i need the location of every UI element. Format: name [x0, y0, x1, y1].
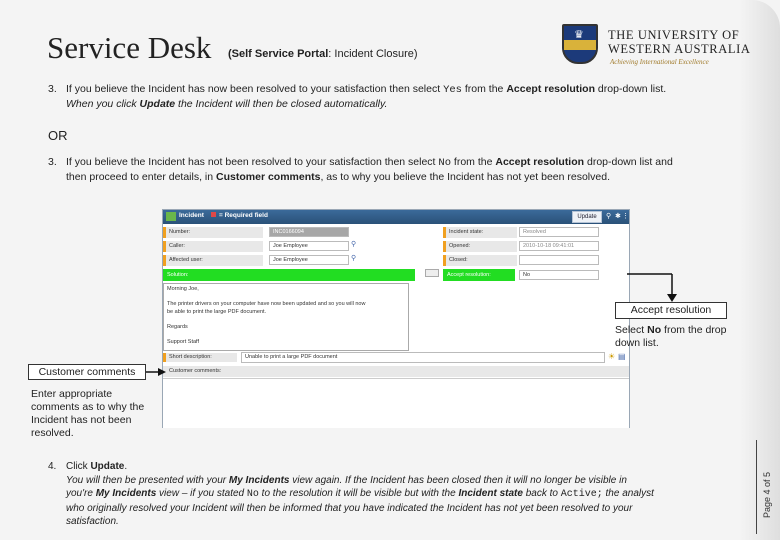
step-text: drop-down list and: [584, 156, 673, 168]
step-text: view – if you stated: [156, 488, 247, 499]
step-number: 3.: [48, 83, 57, 95]
step-4: [48, 460, 654, 529]
code-no: No: [438, 157, 452, 169]
step-text: satisfaction.: [66, 516, 119, 527]
affected-user-field[interactable]: Joe Employee: [269, 255, 349, 265]
note-text: from the drop: [661, 324, 727, 336]
step-text: drop-down list.: [595, 83, 667, 95]
solution-label: Solution:: [167, 272, 189, 278]
form-title: Incident: [179, 212, 204, 219]
step-bold: Update: [90, 461, 125, 472]
opened-label: Opened:: [443, 241, 517, 252]
search-icon[interactable]: ⚲: [351, 255, 357, 262]
step-text: the analyst: [602, 488, 654, 499]
step-bold: My Incidents: [228, 474, 290, 486]
step-bold: Accept resolution: [506, 83, 596, 95]
caller-field[interactable]: Joe Employee: [269, 241, 349, 251]
step-bold: Incident state: [458, 488, 523, 499]
note-line: be able to print the large PDF document.: [167, 308, 267, 315]
number-field: INC0166094: [269, 227, 349, 237]
settings-icon[interactable]: ✱: [615, 213, 621, 220]
subtitle-bold: (Self Service Portal: [228, 48, 329, 60]
step-text: from the: [451, 156, 496, 168]
required-field-legend: = Required field: [211, 212, 268, 219]
more-icon[interactable]: ⋮: [622, 213, 629, 220]
step-text: You will then be presented with your: [66, 474, 229, 486]
note-line: Support Staff: [167, 338, 200, 345]
page-number: Page 4 of 5: [762, 471, 772, 518]
short-description-label: Short description:: [163, 353, 237, 362]
update-button[interactable]: Update: [572, 211, 602, 223]
note-text: Select: [615, 324, 648, 336]
number-label: Number:: [163, 227, 263, 238]
step-bold: My Incidents: [95, 488, 157, 499]
incident-state-select[interactable]: Resolved: [519, 227, 599, 237]
note-line: comments as to why the: [31, 401, 145, 413]
step-bold: Accept resolution: [495, 156, 585, 168]
logo-tagline: Achieving International Excellence: [610, 58, 709, 66]
short-description-field[interactable]: Unable to print a large PDF document: [241, 352, 605, 363]
code-active: Active;: [560, 489, 603, 500]
lightbulb-icon[interactable]: ☀: [608, 352, 616, 361]
subtitle-rest: : Incident Closure): [328, 48, 418, 60]
arrow-head: [667, 294, 677, 302]
step-text: When you click: [66, 98, 140, 110]
note-bold: No: [647, 324, 662, 336]
step-text: from the: [461, 83, 507, 95]
accept-resolution-label: Accept resolution:: [443, 269, 515, 281]
lookup-icon[interactable]: ⚲: [351, 241, 357, 248]
logo-line1: THE UNIVERSITY OF: [608, 28, 740, 42]
accept-resolution-select[interactable]: No: [519, 270, 599, 280]
note-line: The printer drivers on your computer have now been updated and so you will now: [167, 301, 366, 307]
or-label: OR: [48, 128, 68, 143]
opened-field: 2010-10-18 09:41:01: [519, 241, 599, 251]
code-no: No: [246, 489, 259, 500]
step-text: view again. If the Incident has been closed then it will no longer be visible in: [289, 474, 627, 486]
customer-comments-callout: Customer comments: [28, 364, 146, 380]
customer-comments-label: Customer comments:: [169, 368, 222, 374]
page-number-rule: [756, 440, 757, 534]
step-text: , as to why you believe the Incident has not yet been resolved.: [320, 171, 610, 183]
step-text: back to: [522, 488, 561, 499]
crest-icon: ♛: [562, 24, 598, 64]
arrow-head: [158, 368, 166, 376]
select-no-note: [615, 324, 726, 350]
step-text: Click: [66, 461, 91, 472]
page-title: Service Desk: [47, 30, 212, 65]
step-text: .: [124, 461, 128, 472]
logo-line2: WESTERN AUSTRALIA: [608, 42, 751, 56]
note-line: Morning Joe,: [167, 286, 199, 292]
note-line: Regards: [167, 323, 188, 330]
step-number: 3.: [48, 156, 57, 168]
code-yes: Yes: [443, 84, 462, 96]
accept-resolution-callout: Accept resolution: [615, 302, 727, 319]
step-text: who originally resolved your Incident will then be informed that you have indicated the Incident has not yet been resolved to your: [66, 502, 633, 514]
step-bold: Customer comments: [216, 171, 321, 183]
caller-label: Caller:: [163, 241, 263, 252]
step-text: the Incident will then be closed automatically.: [175, 98, 388, 110]
step-text: you're: [66, 488, 96, 499]
step-text: If you believe the Incident has not been resolved to your satisfaction then select: [66, 156, 439, 168]
incident-state-label: Incident state:: [443, 227, 517, 238]
note-line: resolved.: [31, 427, 74, 439]
book-icon[interactable]: ▤: [618, 352, 626, 361]
note-line: Enter appropriate: [31, 388, 113, 400]
step-bold: Update: [139, 98, 176, 110]
closed-label: Closed:: [443, 255, 517, 266]
step-text: If you believe the Incident has now been resolved to your satisfaction then select: [66, 83, 444, 95]
note-text: down list.: [615, 337, 659, 349]
step-number: 4.: [48, 461, 57, 472]
step-text: to the resolution it will be visible but with the: [258, 488, 459, 499]
affected-user-label: Affected user:: [163, 255, 263, 266]
enter-comments-note: [31, 388, 144, 440]
attachment-icon[interactable]: ⚲: [606, 213, 612, 220]
step-text: then proceed to enter details, in: [66, 171, 217, 183]
note-line: Incident has not been: [31, 414, 132, 426]
